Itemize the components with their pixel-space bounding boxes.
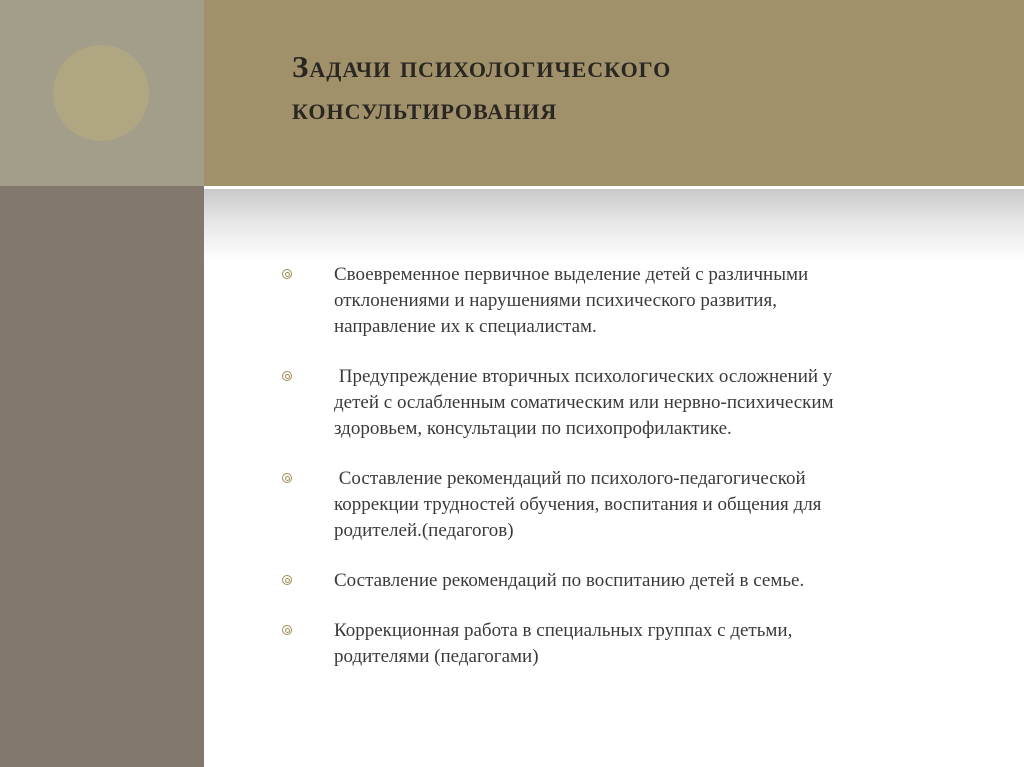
bullet-line: Предупреждение вторичных психологических осложнений у [334, 366, 833, 387]
bullet-item [282, 262, 962, 340]
concentric-circle-icon [282, 625, 292, 635]
bullet-line: родителями (педагогами) [334, 646, 539, 667]
concentric-circle-icon [282, 575, 292, 585]
bullet-line: детей с ослабленным соматическим или нервно-психическим [334, 392, 834, 413]
corner-block [0, 0, 204, 186]
bullet-line: Коррекционная работа в специальных группах с детьми, [334, 620, 793, 641]
concentric-circle-icon [282, 473, 292, 483]
bullet-item [282, 568, 962, 594]
slide-title-line-2: консультирования [292, 91, 558, 126]
bullet-line: Своевременное первичное выделение детей с различными [334, 264, 809, 285]
slide-title-line-1: Задачи психологического [292, 49, 672, 84]
left-column [0, 186, 204, 767]
bullet-line: отклонениями и нарушениями психического развития, [334, 290, 777, 311]
concentric-circle-icon [282, 371, 292, 381]
decorative-circle [53, 45, 149, 141]
bullet-line: Составление рекомендаций по воспитанию детей в семье. [334, 570, 805, 591]
bullet-line: здоровьем, консультации по психопрофилактике. [334, 418, 732, 439]
slide-title [292, 46, 992, 130]
bullet-line: коррекции трудностей обучения, воспитания и общения для [334, 494, 822, 515]
bullet-line: родителей.(педагогов) [334, 520, 514, 541]
bullet-item [282, 618, 962, 670]
shadow-band [204, 189, 1024, 261]
bullet-line: Составление рекомендаций по психолого-педагогической [334, 468, 806, 489]
bullet-line: направление их к специалистам. [334, 316, 597, 337]
bullet-list [282, 262, 962, 694]
bullet-item [282, 466, 962, 544]
bullet-item [282, 364, 962, 442]
concentric-circle-icon [282, 269, 292, 279]
